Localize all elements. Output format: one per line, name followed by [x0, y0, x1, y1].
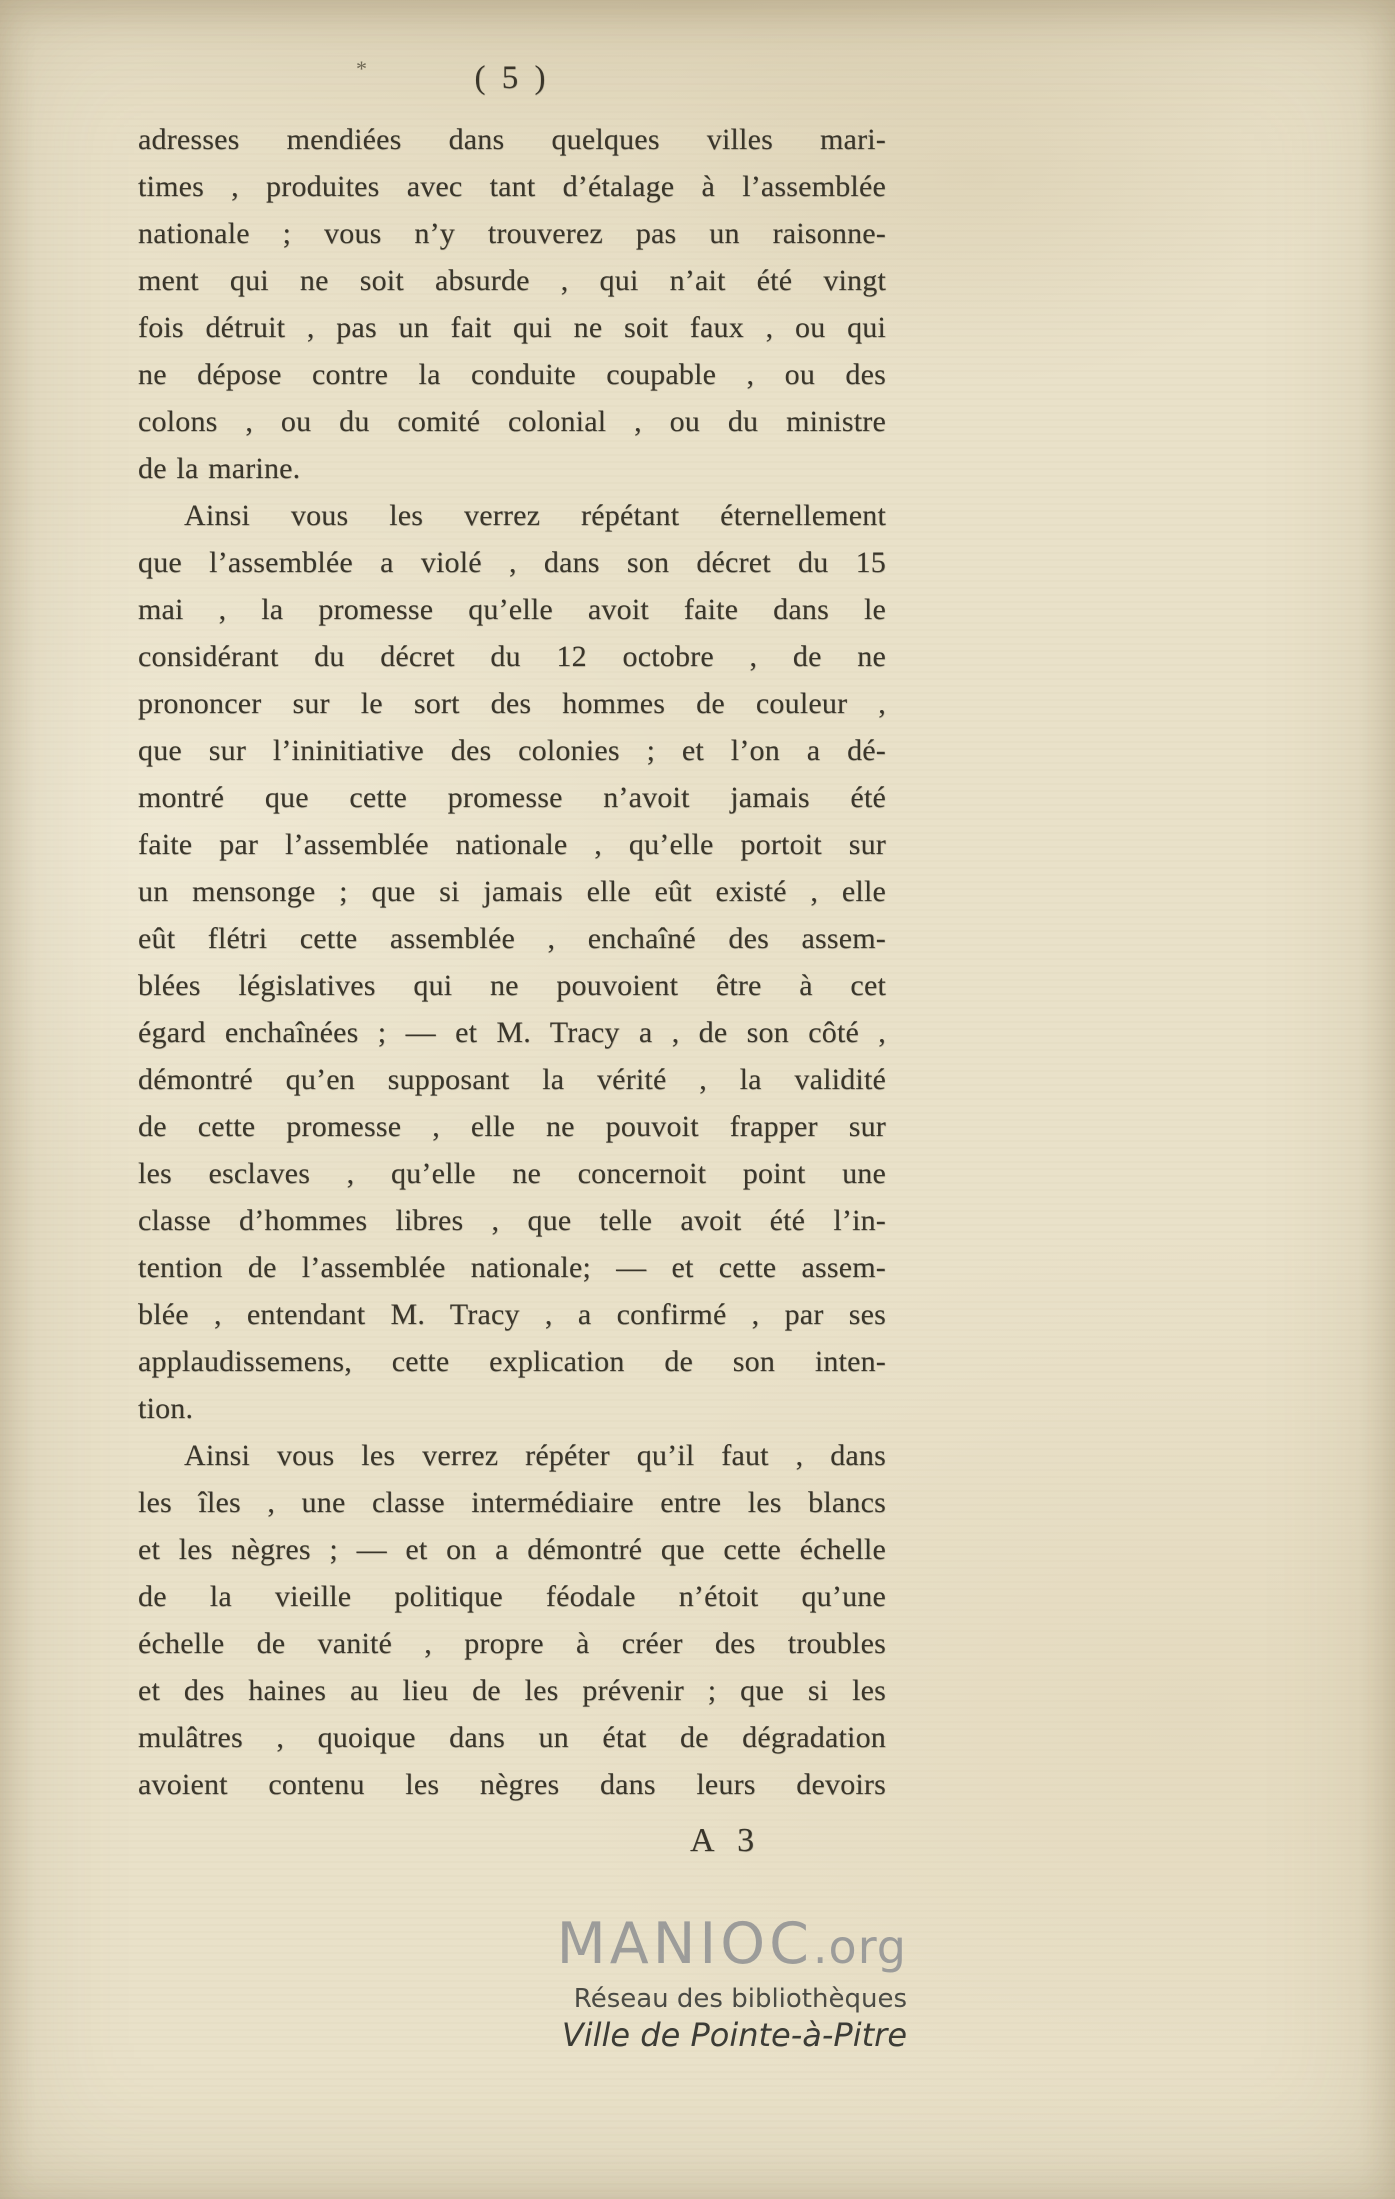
- text-line: tion.: [138, 1392, 194, 1425]
- text-line: un mensonge ; que si jamais elle eût existé , elle: [138, 875, 886, 908]
- text-line: et les nègres ; — et on a démontré que cette échelle: [138, 1533, 886, 1566]
- paragraph: [138, 492, 886, 1432]
- signature-mark: A 3: [690, 1822, 763, 1859]
- city-label: Ville de Pointe-à-Pitre: [561, 2016, 907, 2054]
- ink-mark: *: [356, 56, 367, 81]
- text-line: classe d’hommes libres , que telle avoit été l’in-: [138, 1204, 886, 1237]
- text-line: les esclaves , qu’elle ne concernoit point une: [138, 1157, 886, 1190]
- text-line: fois détruit , pas un fait qui ne soit faux , ou qui: [138, 311, 886, 344]
- page-number: ( 5 ): [474, 60, 550, 96]
- text-line: eût flétri cette assemblée , enchaîné des assem-: [138, 922, 886, 955]
- text-line: que sur l’ininitiative des colonies ; et l’on a dé-: [138, 734, 886, 767]
- manioc-logo: [557, 1912, 907, 1979]
- text-line: Ainsi vous les verrez répétant éternellement: [184, 499, 886, 532]
- text-line: faite par l’assemblée nationale , qu’elle portoit sur: [138, 828, 886, 861]
- text-line: avoient contenu les nègres dans leurs devoirs: [138, 1768, 886, 1801]
- text-line: mai , la promesse qu’elle avoit faite dans le: [138, 593, 886, 626]
- manioc-logo-org-suffix: .org: [812, 1920, 907, 1974]
- text-line: de la marine.: [138, 452, 301, 485]
- text-line: démontré qu’en supposant la vérité , la validité: [138, 1063, 886, 1096]
- text-line: Ainsi vous les verrez répéter qu’il faut , dans: [184, 1439, 886, 1472]
- paragraph: [138, 1432, 886, 1808]
- text-line: times , produites avec tant d’étalage à l’assemblée: [138, 170, 886, 203]
- manioc-watermark: [557, 1912, 907, 2055]
- text-line: nationale ; vous n’y trouverez pas un raisonne-: [138, 217, 886, 250]
- text-line: les îles , une classe intermédiaire entre les blancs: [138, 1486, 886, 1519]
- text-line: applaudissemens, cette explication de son inten-: [138, 1345, 886, 1378]
- text-line: que l’assemblée a violé , dans son décret du 15: [138, 546, 886, 579]
- text-block: [138, 116, 886, 1808]
- text-line: et des haines au lieu de les prévenir ; que si les: [138, 1674, 886, 1707]
- manioc-logo-text: MANIOC: [556, 1911, 813, 1977]
- text-line: ne dépose contre la conduite coupable , ou des: [138, 358, 886, 391]
- text-line: de la vieille politique féodale n’étoit qu’une: [138, 1580, 886, 1613]
- text-line: égard enchaînées ; — et M. Tracy a , de son côté ,: [138, 1016, 886, 1049]
- page-header: [138, 56, 886, 106]
- text-line: prononcer sur le sort des hommes de couleur ,: [138, 687, 886, 720]
- text-line: colons , ou du comité colonial , ou du ministre: [138, 405, 886, 438]
- text-line: tention de l’assemblée nationale; — et cette assem-: [138, 1251, 886, 1284]
- text-line: ment qui ne soit absurde , qui n’ait été vingt: [138, 264, 886, 297]
- text-line: de cette promesse , elle ne pouvoit frapper sur: [138, 1110, 886, 1143]
- text-line: mulâtres , quoique dans un état de dégradation: [138, 1721, 886, 1754]
- text-line: échelle de vanité , propre à créer des troubles: [138, 1627, 886, 1660]
- text-line: adresses mendiées dans quelques villes mari-: [138, 123, 886, 156]
- text-line: considérant du décret du 12 octobre , de ne: [138, 640, 886, 673]
- text-line: blées législatives qui ne pouvoient être à cet: [138, 969, 886, 1002]
- text-line: montré que cette promesse n’avoit jamais été: [138, 781, 886, 814]
- text-line: blée , entendant M. Tracy , a confirmé , par ses: [138, 1298, 886, 1331]
- network-label: Réseau des bibliothèques: [573, 1984, 907, 2014]
- paragraph: [138, 116, 886, 492]
